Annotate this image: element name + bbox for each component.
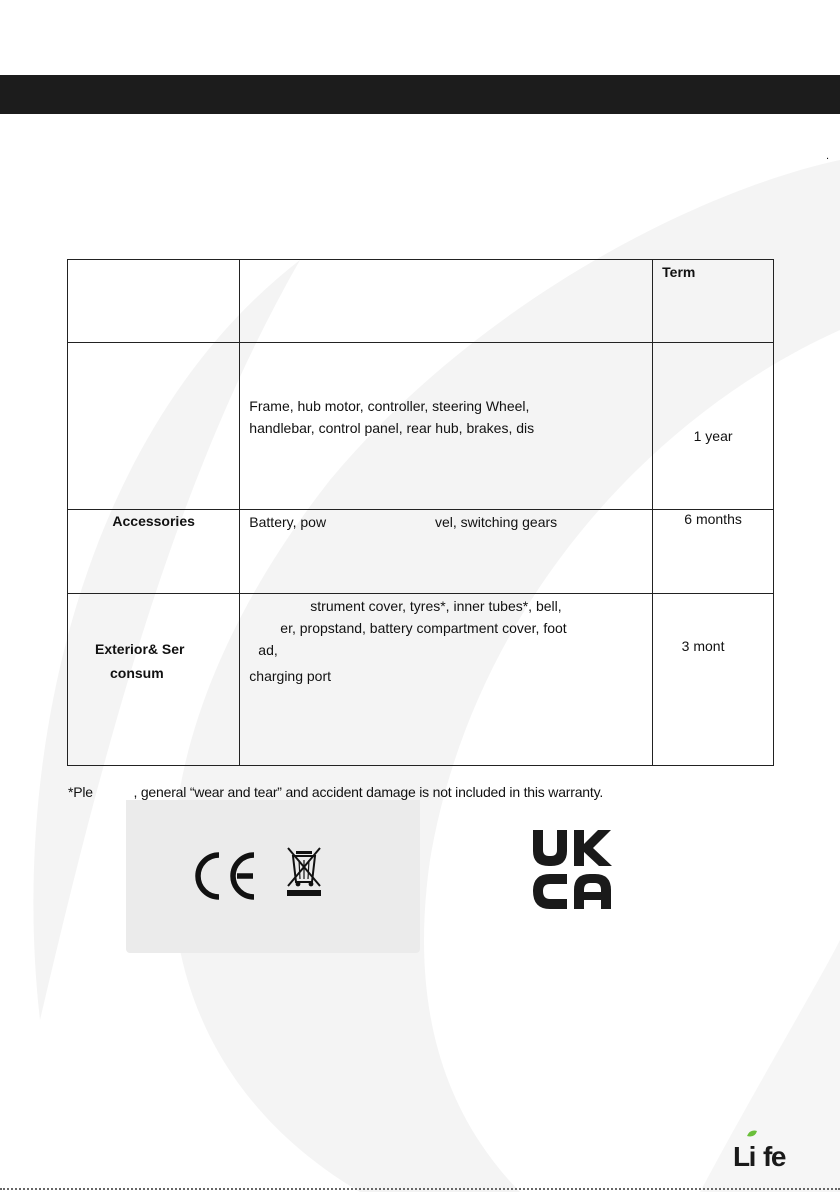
ukca-mark-icon — [530, 828, 614, 912]
parts-line: strument cover, tyres*, inner tubes*, bell, — [310, 598, 562, 614]
crossed-out-wheelie-bin-icon — [284, 846, 324, 898]
row-term — [653, 343, 774, 510]
header-cell-category — [68, 260, 240, 343]
header-cell-parts — [240, 260, 653, 343]
parts-line: charging port — [249, 668, 332, 684]
category-label: Exterior& Ser — [95, 641, 185, 657]
stray-mark: . — [826, 150, 830, 162]
ce-weee-panel — [126, 800, 420, 953]
life-logo — [733, 1130, 793, 1175]
header-bar — [0, 75, 840, 114]
life-logo-icon — [733, 1130, 793, 1170]
ce-mark-icon — [193, 850, 263, 902]
term-value: 3 mont — [681, 638, 725, 654]
header-cell-term: Term — [653, 260, 774, 343]
svg-text:Li: Li — [733, 1141, 755, 1170]
term-value: 6 months — [684, 511, 742, 527]
row-term — [653, 510, 774, 594]
table-header-row — [68, 260, 774, 343]
category-label: consum — [110, 665, 164, 681]
parts-line: handlebar, control panel, rear hub, brakes, dis — [249, 420, 535, 436]
bottom-divider — [0, 1188, 840, 1190]
table-row — [68, 343, 774, 510]
parts-line: Battery, pow vel, switching gears — [249, 514, 558, 530]
parts-line: Frame, hub motor, controller, steering Wheel, — [249, 398, 530, 414]
warranty-footnote: *Ple , general “wear and tear” and accident damage is not included in this warranty. — [68, 784, 604, 800]
ce-mark-text — [126, 800, 127, 801]
svg-text:fe: fe — [763, 1141, 785, 1170]
table-row — [68, 510, 774, 594]
row-parts — [240, 510, 653, 594]
row-category — [68, 594, 240, 766]
row-parts — [240, 594, 653, 766]
row-term — [653, 594, 774, 766]
row-parts — [240, 343, 653, 510]
row-category — [68, 343, 240, 510]
row-category — [68, 510, 240, 594]
warranty-table — [67, 259, 774, 766]
parts-line: er, propstand, battery compartment cover, foot — [280, 620, 567, 636]
ukca-mark — [530, 828, 614, 917]
term-value: 1 year — [693, 428, 733, 444]
parts-line: ad, — [258, 642, 278, 658]
category-label: Accessories — [112, 513, 195, 529]
table-row — [68, 594, 774, 766]
